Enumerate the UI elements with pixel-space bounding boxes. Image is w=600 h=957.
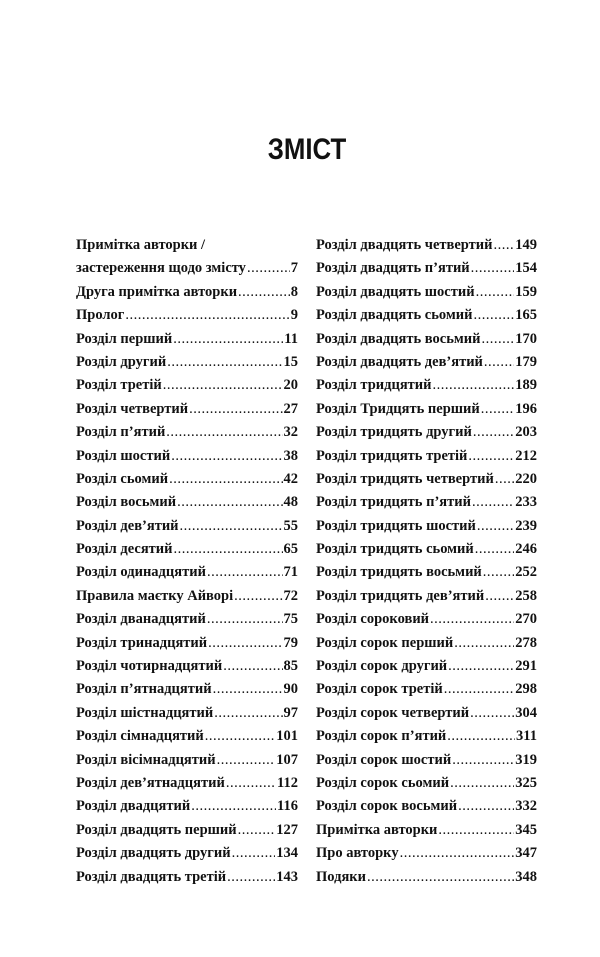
toc-entry-page-number: 38	[283, 447, 298, 464]
toc-entry-label: Розділ тринадцятий	[76, 634, 208, 651]
toc-entry	[316, 655, 537, 678]
toc-entry	[316, 561, 537, 584]
toc-leader-dots	[494, 234, 515, 257]
toc-leader-dots	[191, 795, 276, 818]
toc-entry	[316, 866, 537, 889]
toc-entry-page-number: 20	[283, 377, 298, 394]
toc-entry-page-number: 291	[515, 658, 537, 675]
toc-leader-dots	[177, 491, 282, 514]
toc-entry	[316, 374, 537, 397]
toc-entry-label: Розділ сороковий	[316, 611, 430, 628]
toc-entry-page-number: 304	[515, 704, 537, 721]
toc-entry-label: Розділ п’ятнадцятий	[76, 681, 212, 698]
toc-entry-page-number: 252	[515, 564, 537, 581]
toc-entry-label: Розділ тридцять шостий	[316, 517, 476, 534]
toc-entry-page-number: 72	[283, 587, 298, 604]
toc-entry-page-number: 143	[276, 868, 298, 885]
toc-leader-dots	[485, 585, 514, 608]
toc-entry	[316, 725, 537, 748]
toc-entry	[76, 702, 298, 725]
toc-entry-page-number: 258	[515, 587, 537, 604]
toc-entry-label: Розділ двадцять дев’ятий	[316, 353, 483, 370]
toc-leader-dots	[471, 257, 515, 280]
toc-leader-dots	[166, 421, 282, 444]
toc-entry-page-number: 9	[290, 307, 298, 324]
toc-leader-dots	[238, 819, 276, 842]
page-title: ЗМІСТ	[267, 133, 347, 166]
toc-entry-label: Розділ тридцять восьмий	[316, 564, 482, 581]
toc-entry-label: Розділ сорок восьмий	[316, 798, 458, 815]
toc-leader-dots	[214, 702, 282, 725]
toc-entry-label: Розділ дев’ятнадцятий	[76, 774, 225, 791]
toc-entry-label: Розділ перший	[76, 330, 173, 347]
toc-entry	[76, 421, 298, 444]
toc-leader-dots	[247, 257, 290, 280]
toc-entry-page-number: 270	[515, 611, 537, 628]
toc-entry	[316, 749, 537, 772]
toc-entry-label: Розділ двадцять шостий	[316, 283, 475, 300]
toc-entry-page-number: 65	[283, 541, 298, 558]
toc-entry-label: Розділ сорок четвертий	[316, 704, 470, 721]
toc-entry-label: застереження щодо змісту	[76, 260, 246, 277]
toc-entry	[316, 281, 537, 304]
toc-leader-dots	[476, 281, 515, 304]
toc-entry	[76, 351, 298, 374]
toc-leader-dots	[232, 842, 276, 865]
toc-leader-dots	[226, 772, 276, 795]
toc-entry	[316, 468, 537, 491]
toc-entry	[76, 538, 298, 561]
toc-entry-label: Розділ тридцять третій	[316, 447, 468, 464]
toc-entry-page-number: 179	[515, 353, 537, 370]
toc-entry-label: Розділ двадцять восьмий	[316, 330, 481, 347]
toc-leader-dots	[174, 538, 283, 561]
toc-entry	[76, 585, 298, 608]
toc-entry-label: Розділ шістнадцятий	[76, 704, 214, 721]
toc-entry-page-number: 75	[283, 611, 298, 628]
toc-entry-page-number: 348	[515, 868, 537, 885]
toc-leader-dots	[207, 608, 283, 631]
toc-leader-dots	[167, 351, 282, 374]
toc-left-column	[76, 234, 298, 889]
toc-entry	[316, 678, 537, 701]
toc-entry-page-number: 8	[290, 283, 298, 300]
toc-entry-label: Розділ двадцять сьомий	[316, 307, 473, 324]
toc-entry-page-number: 196	[515, 400, 537, 417]
toc-entry	[316, 632, 537, 655]
toc-leader-dots	[238, 281, 290, 304]
toc-entry-page-number: 11	[284, 330, 298, 347]
toc-leader-dots	[468, 445, 514, 468]
toc-entry-label: Розділ сорок п’ятий	[316, 728, 447, 745]
toc-leader-dots	[477, 515, 514, 538]
toc-entry-page-number: 27	[283, 400, 298, 417]
toc-entry	[76, 608, 298, 631]
toc-entry-label: Розділ двадцять перший	[76, 821, 237, 838]
toc-entry	[76, 257, 298, 280]
toc-entry-page-number: 107	[276, 751, 298, 768]
toc-entry-label: Пролог	[76, 307, 125, 324]
toc-entry-page-number: 90	[283, 681, 298, 698]
toc-leader-dots	[473, 304, 514, 327]
toc-entry-page-number: 220	[515, 470, 537, 487]
toc-entry	[316, 398, 537, 421]
toc-entry-page-number: 85	[283, 658, 298, 675]
toc-entry-page-number: 79	[283, 634, 298, 651]
toc-entry	[76, 468, 298, 491]
toc-leader-dots	[438, 819, 514, 842]
toc-entry-label: Розділ сорок перший	[316, 634, 454, 651]
toc-entry	[316, 351, 537, 374]
toc-entry-label: Розділ двадцять п’ятий	[316, 260, 470, 277]
toc-entry	[316, 304, 537, 327]
toc-entry-page-number: 134	[276, 845, 298, 862]
toc-entry	[76, 772, 298, 795]
toc-leader-dots	[473, 421, 514, 444]
toc-entry-page-number: 32	[283, 424, 298, 441]
toc-leader-dots	[450, 772, 514, 795]
toc-entry-page-number: 233	[515, 494, 537, 511]
toc-entry-page-number: 71	[283, 564, 298, 581]
toc-entry-label: Розділ сорок третій	[316, 681, 443, 698]
toc-entry	[76, 234, 298, 257]
toc-entry-page-number: 101	[276, 728, 298, 745]
toc-entry	[316, 491, 537, 514]
toc-entry	[76, 842, 298, 865]
toc-leader-dots	[483, 561, 514, 584]
toc-entry-label: Друга примітка авторки	[76, 283, 238, 300]
toc-entry	[76, 398, 298, 421]
toc-entry-label: Розділ чотирнадцятий	[76, 658, 223, 675]
toc-entry-page-number: 278	[515, 634, 537, 651]
toc-entry-page-number: 116	[277, 798, 298, 815]
toc-entry-label: Розділ дванадцятий	[76, 611, 206, 628]
toc-entry-label: Розділ одинадцятий	[76, 564, 206, 581]
toc-entry	[316, 445, 537, 468]
toc-entry-label: Розділ тридцять четвертий	[316, 470, 494, 487]
toc-entry-page-number: 239	[515, 517, 537, 534]
toc-entry	[316, 772, 537, 795]
toc-entry	[76, 866, 298, 889]
toc-leader-dots	[208, 632, 282, 655]
toc-leader-dots	[430, 608, 514, 631]
toc-entry-page-number: 48	[283, 494, 298, 511]
toc-entry	[316, 328, 537, 351]
toc-entry-page-number: 298	[515, 681, 537, 698]
toc-entry	[76, 819, 298, 842]
toc-entry-page-number: 154	[515, 260, 537, 277]
toc-entry-label: Розділ тридцять п’ятий	[316, 494, 471, 511]
toc-entry-page-number: 325	[515, 774, 537, 791]
toc-leader-dots	[433, 374, 515, 397]
toc-entry-label: Розділ сорок сьомий	[316, 774, 450, 791]
toc-entry-page-number: 212	[515, 447, 537, 464]
toc-entry	[76, 304, 298, 327]
toc-leader-dots	[125, 304, 289, 327]
toc-entry	[316, 819, 537, 842]
toc-entry-page-number: 42	[283, 470, 298, 487]
toc-leader-dots	[484, 351, 514, 374]
toc-entry-page-number: 170	[515, 330, 537, 347]
toc-entry-label: Подяки	[316, 868, 366, 885]
toc-entry-page-number: 345	[515, 821, 537, 838]
toc-entry-label: Розділ вісімнадцятий	[76, 751, 216, 768]
toc-entry	[316, 257, 537, 280]
toc-leader-dots	[169, 468, 282, 491]
toc-leader-dots	[444, 678, 515, 701]
toc-entry-label: Розділ тридцять дев’ятий	[316, 587, 485, 604]
toc-entry-label: Розділ сорок другий	[316, 658, 448, 675]
toc-entry	[76, 445, 298, 468]
toc-leader-dots	[171, 445, 282, 468]
toc-entry-page-number: 159	[515, 283, 537, 300]
toc-entry	[316, 234, 537, 257]
toc-leader-dots	[163, 374, 283, 397]
toc-entry	[316, 702, 537, 725]
toc-leader-dots	[173, 328, 283, 351]
toc-entry-page-number: 7	[290, 260, 298, 277]
toc-entry-label: Розділ шостий	[76, 447, 171, 464]
toc-entry-label: Розділ Тридцять перший	[316, 400, 480, 417]
toc-entry-label: Про авторку	[316, 845, 399, 862]
toc-leader-dots	[495, 468, 514, 491]
toc-entry-page-number: 246	[515, 541, 537, 558]
toc-entry	[76, 678, 298, 701]
toc-entry-label: Розділ двадцятий	[76, 798, 191, 815]
toc-leader-dots	[447, 725, 515, 748]
toc-entry	[316, 515, 537, 538]
toc-entry-page-number: 203	[515, 424, 537, 441]
toc-entry-page-number: 15	[283, 353, 298, 370]
toc-entry-label: Примітка авторки	[316, 821, 438, 838]
toc-entry	[76, 725, 298, 748]
toc-entry	[316, 421, 537, 444]
toc-entry-label: Розділ другий	[76, 353, 167, 370]
toc-entry	[76, 281, 298, 304]
toc-leader-dots	[400, 842, 515, 865]
toc-entry-page-number: 112	[277, 774, 298, 791]
toc-entry-page-number: 347	[515, 845, 537, 862]
toc-entry-label: Розділ тридцять сьомий	[316, 541, 474, 558]
toc-entry-page-number: 311	[516, 728, 537, 745]
toc-leader-dots	[234, 585, 282, 608]
toc-entry-label: Розділ четвертий	[76, 400, 189, 417]
toc-entry	[76, 328, 298, 351]
toc-leader-dots	[205, 725, 276, 748]
toc-leader-dots	[475, 538, 514, 561]
toc-leader-dots	[217, 749, 276, 772]
toc-leader-dots	[207, 561, 283, 584]
toc-entry	[316, 842, 537, 865]
toc-entry	[316, 795, 537, 818]
toc-entry	[76, 374, 298, 397]
toc-leader-dots	[458, 795, 514, 818]
toc-leader-dots	[472, 491, 514, 514]
toc-leader-dots	[470, 702, 514, 725]
toc-entry	[76, 749, 298, 772]
toc-entry-label: Розділ двадцять четвертий	[316, 237, 493, 253]
toc-entry	[316, 608, 537, 631]
toc-entry-label: Розділ двадцять другий	[76, 845, 231, 862]
toc-entry-page-number: 189	[515, 377, 537, 394]
toc-leader-dots	[452, 749, 514, 772]
toc-entry-page-number: 319	[515, 751, 537, 768]
toc-leader-dots	[367, 866, 514, 889]
toc-entry	[76, 515, 298, 538]
toc-entry-label: Розділ сорок шостий	[316, 751, 452, 768]
toc-entry-page-number: 55	[283, 517, 298, 534]
toc-entry-label: Розділ дев’ятий	[76, 517, 179, 534]
toc-leader-dots	[454, 632, 514, 655]
toc-leader-dots	[227, 866, 275, 889]
toc-entry	[76, 655, 298, 678]
toc-leader-dots	[223, 655, 282, 678]
toc-entry-label: Розділ восьмий	[76, 494, 177, 511]
toc-entry-label: Примітка авторки /	[76, 237, 206, 253]
toc-entry-page-number: 127	[276, 821, 298, 838]
toc-leader-dots	[180, 515, 283, 538]
toc-entry-label: Розділ третій	[76, 377, 162, 394]
toc-entry-page-number: 332	[515, 798, 537, 815]
toc-entry-page-number: 149	[515, 237, 537, 253]
toc-leader-dots	[481, 328, 514, 351]
toc-leader-dots	[189, 398, 282, 421]
toc-entry-label: Розділ сімнадцятий	[76, 728, 204, 745]
toc-entry	[76, 632, 298, 655]
toc-entry-label: Розділ п’ятий	[76, 424, 166, 441]
toc-entry-page-number: 97	[283, 704, 298, 721]
toc-entry-label: Розділ десятий	[76, 541, 173, 558]
toc-entry	[316, 585, 537, 608]
toc-entry	[76, 561, 298, 584]
toc-entry	[76, 795, 298, 818]
toc-entry	[76, 491, 298, 514]
toc-entry-label: Розділ сьомий	[76, 470, 169, 487]
toc-entry-label: Розділ двадцять третій	[76, 868, 227, 885]
toc-entry-label: Розділ тридцять другий	[316, 424, 472, 441]
toc-leader-dots	[481, 398, 515, 421]
toc-entry	[316, 538, 537, 561]
toc-right-column	[316, 234, 537, 889]
toc-entry-page-number: 165	[515, 307, 537, 324]
toc-leader-dots	[213, 678, 283, 701]
toc-leader-dots	[448, 655, 514, 678]
toc-entry-label: Розділ тридцятий	[316, 377, 432, 394]
toc-entry-label: Правила маєтку Айворі	[76, 587, 234, 604]
